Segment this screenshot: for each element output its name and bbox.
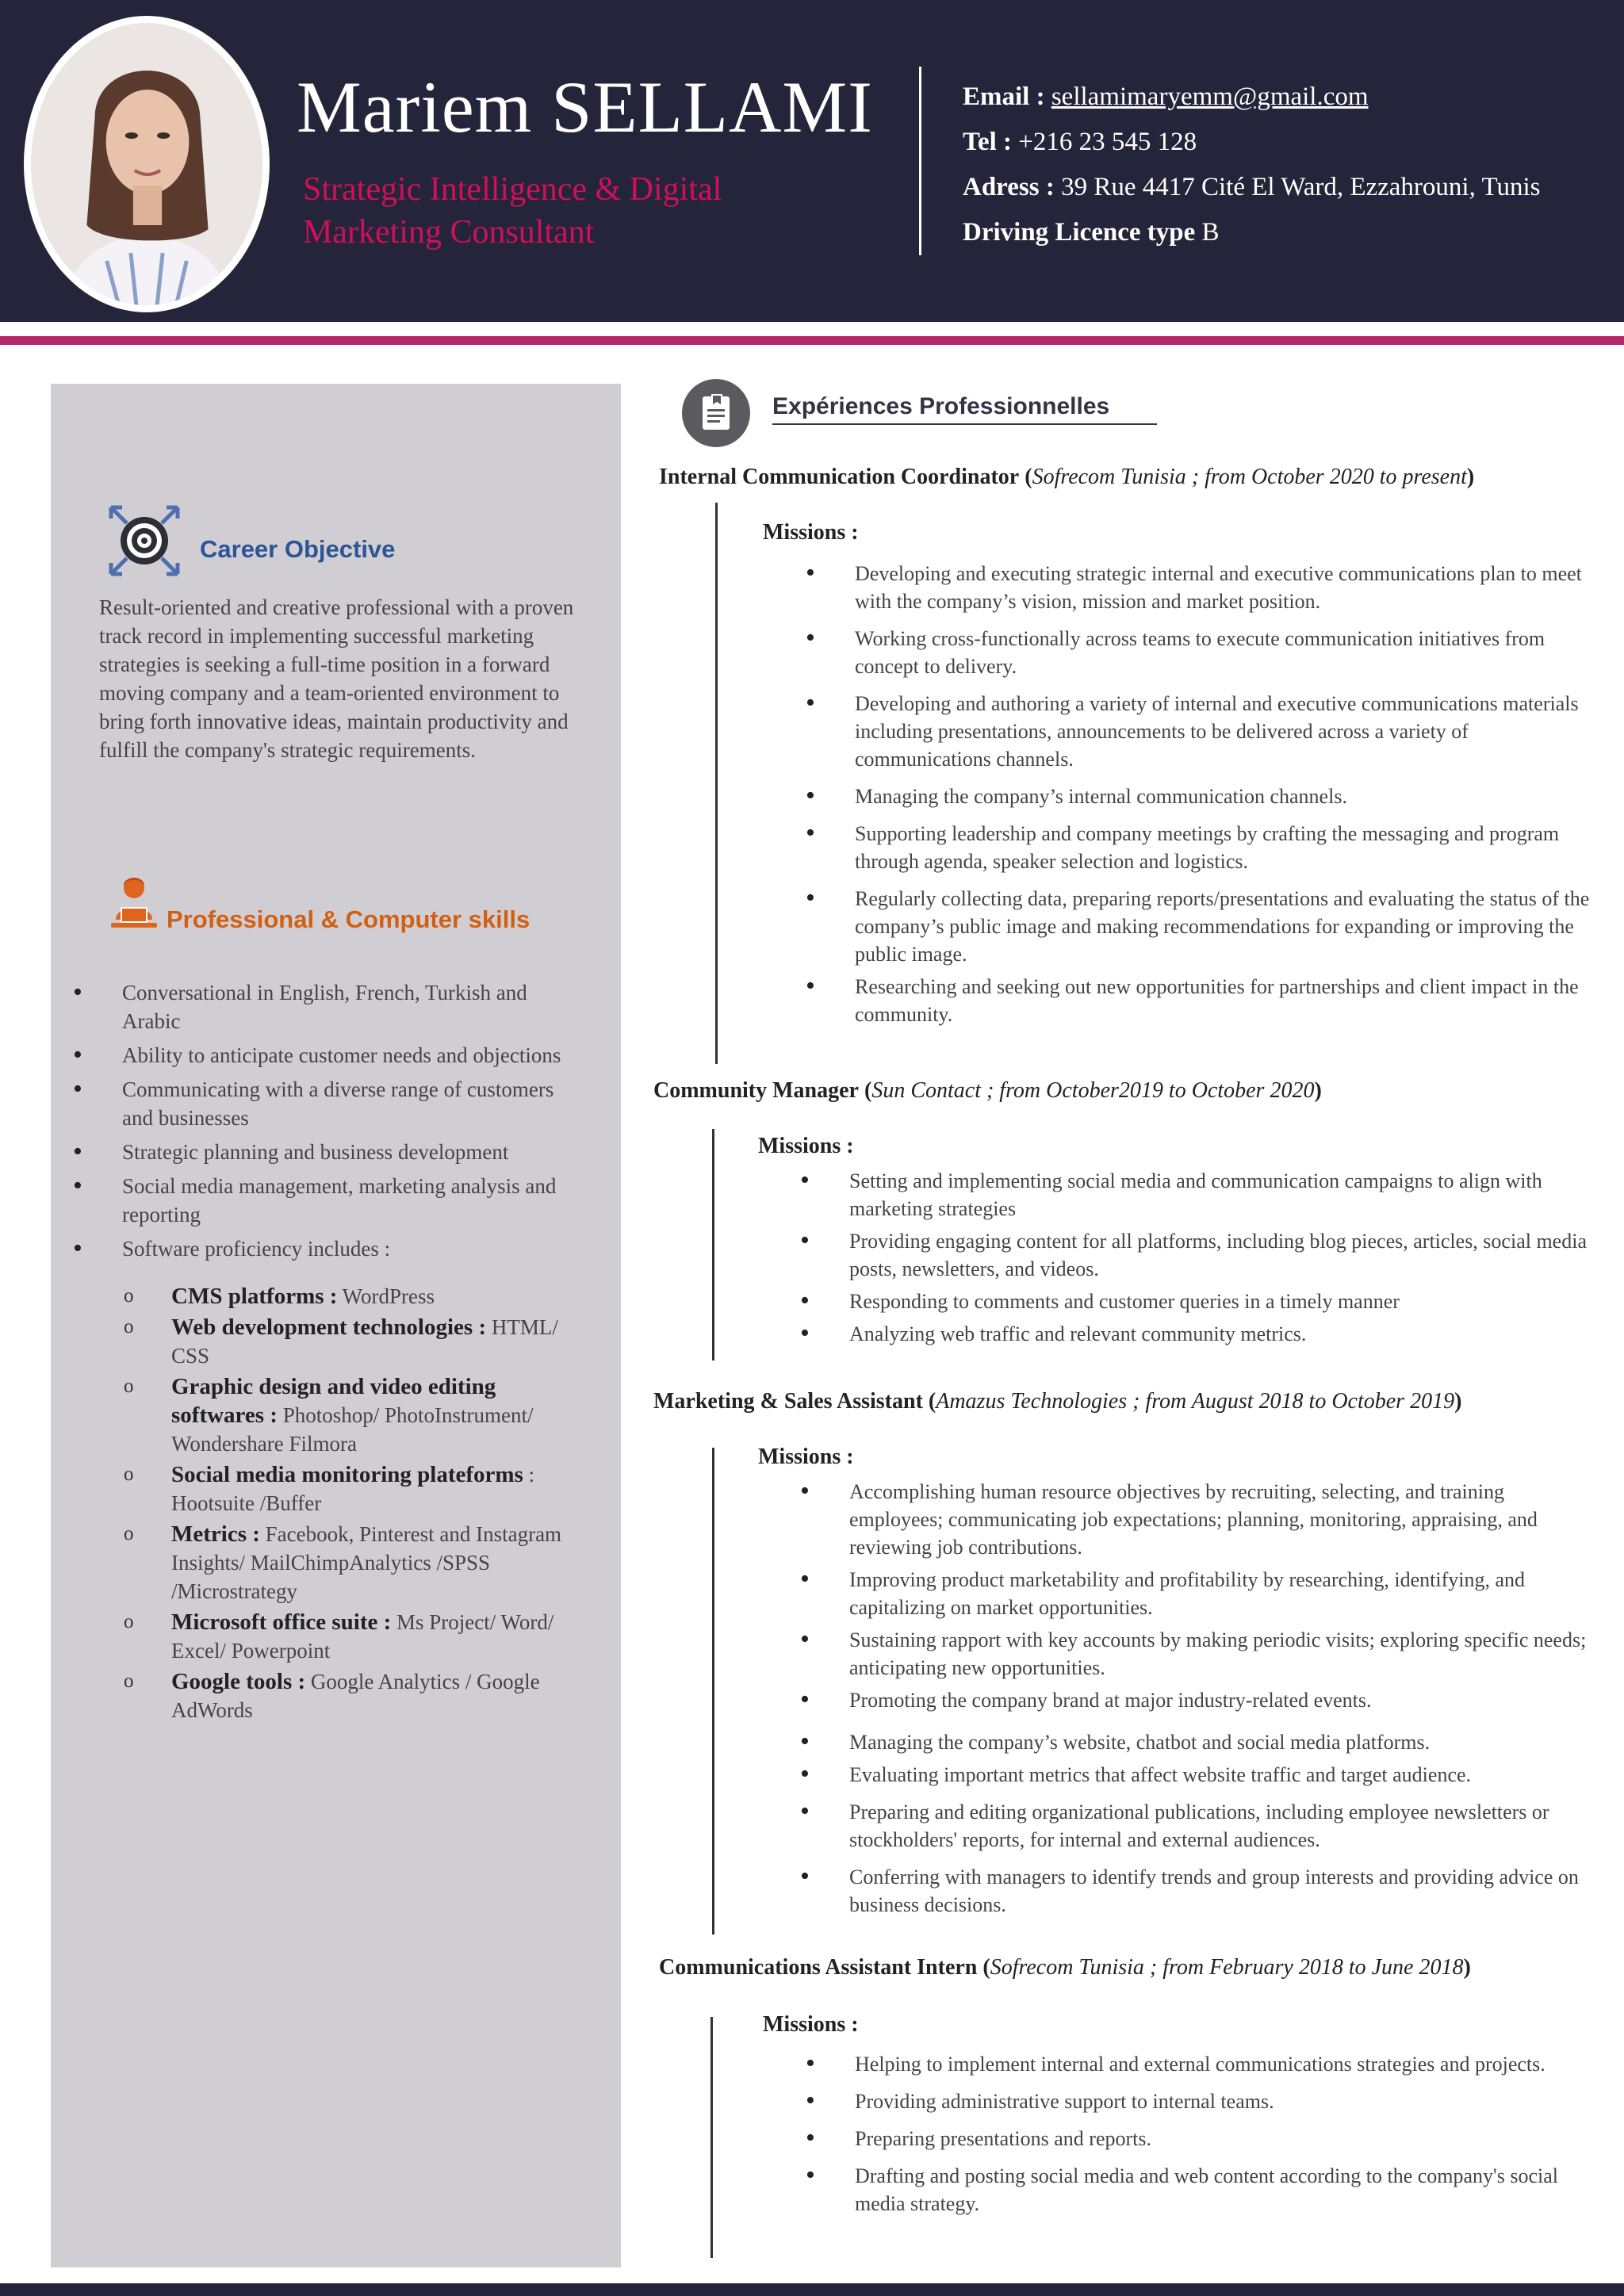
task-list-4 — [855, 2050, 1592, 2218]
document-icon — [680, 377, 752, 449]
list-item: • Developing and executing strategic internal and executive communications plan to meet with the company’s vision, mission and market position. — [855, 560, 1592, 615]
list-item: • Conversational in English, French, Turkish and Arabic — [73, 978, 588, 1035]
candidate-name: Mariem SELLAMI — [297, 67, 873, 147]
list-item: • Working cross-functionally across teams to execute communication initiatives from concept to delivery. — [855, 625, 1592, 680]
portrait-image — [31, 23, 262, 305]
header-accent-bar — [0, 336, 1624, 345]
list-item: • Managing the company’s internal communication channels. — [855, 783, 1592, 810]
task-list-2 — [849, 1167, 1591, 1348]
resume-header — [0, 0, 1624, 322]
timeline-line-2 — [712, 1129, 714, 1360]
contact-block — [963, 75, 1541, 255]
timeline-line-4 — [710, 2017, 713, 2258]
tel-value: +216 23 545 128 — [1018, 128, 1197, 156]
list-item: • Software proficiency includes : — [73, 1234, 588, 1263]
list-item: • Preparing presentations and reports. — [855, 2125, 1592, 2152]
licence-label: Driving Licence type — [963, 218, 1196, 247]
list-item: • Accomplishing human resource objectives by recruiting, selecting, and training employees; communicating job expectations; planning, monitoring, appraising, and reviewing job contributions. — [849, 1478, 1591, 1561]
list-item: o Web development technologies : HTML/ CSS — [73, 1313, 588, 1370]
career-objective-title: Career Objective — [200, 535, 396, 563]
skills-heading — [109, 872, 530, 936]
list-item: o CMS platforms : WordPress — [73, 1282, 588, 1311]
licence-row — [963, 210, 1541, 255]
address-label: Adress : — [963, 173, 1055, 201]
footer-bar — [0, 2283, 1624, 2296]
list-item: • Social media management, marketing analysis and reporting — [73, 1172, 588, 1229]
experience-heading — [680, 377, 1157, 449]
job-title-2: Community Manager (Sun Contact ; from October2019 to October 2020) — [653, 1078, 1322, 1103]
list-item: • Supporting leadership and company meetings by crafting the messaging and program through agenda, speaker selection and logistics. — [855, 820, 1592, 875]
list-item: • Regularly collecting data, preparing reports/presentations and evaluating the status of the company’s public image and making recommendations for expanding or improving the public image. — [855, 885, 1592, 968]
header-divider — [919, 67, 921, 255]
list-item: • Strategic planning and business development — [73, 1138, 588, 1166]
list-item: • Helping to implement internal and external communications strategies and projects. — [855, 2050, 1592, 2078]
task-list-1 — [855, 560, 1592, 1028]
list-item: • Analyzing web traffic and relevant community metrics. — [849, 1320, 1591, 1348]
career-objective-text: Result-oriented and creative professional with a proven track record in implementing successful marketing strategies is seeking a full-time position in a forward moving company and a team-oriented environment to bring forth innovative ideas, maintain productivity and fulfill the company's strategic requirements. — [99, 595, 574, 762]
job-title-4: Communications Assistant Intern (Sofrecom Tunisia ; from February 2018 to June 2018) — [659, 1955, 1471, 1980]
tel-label: Tel : — [963, 128, 1013, 156]
list-item: • Sustaining rapport with key accounts by making periodic visits; exploring specific needs; anticipating new opportunities. — [849, 1626, 1591, 1682]
career-objective-heading — [105, 503, 395, 579]
email-row — [963, 75, 1541, 120]
list-item: • Conferring with managers to identify trends and group interests and providing advice on business decisions. — [849, 1863, 1591, 1919]
list-item: • Drafting and posting social media and web content according to the company's social media strategy. — [855, 2162, 1592, 2218]
list-item: o Google tools : Google Analytics / Google AdWords — [73, 1667, 588, 1724]
list-item: • Providing administrative support to internal teams. — [855, 2087, 1592, 2115]
list-item: • Providing engaging content for all platforms, including blog pieces, articles, social media posts, newsletters, and videos. — [849, 1227, 1591, 1283]
list-item: • Developing and authoring a variety of internal and executive communications materials including presentations, announcements to be delivered across a variety of communications channels. — [855, 690, 1592, 773]
person-laptop-icon — [109, 872, 159, 936]
address-value: 39 Rue 4417 Cité El Ward, Ezzahrouni, Tunis — [1061, 173, 1541, 201]
list-item: o Social media monitoring plateforms : Hootsuite /Buffer — [73, 1460, 588, 1517]
missions-label-4: Missions : — [763, 2012, 859, 2037]
profile-photo — [24, 16, 270, 312]
target-icon — [105, 503, 184, 579]
tel-row — [963, 120, 1541, 165]
email-label: Email : — [963, 82, 1045, 111]
timeline-line-1 — [715, 503, 718, 1064]
missions-label-2: Missions : — [758, 1134, 854, 1158]
list-item: • Preparing and editing organizational publications, including employee newsletters or stockholders' reports, for internal and external audiences. — [849, 1798, 1591, 1854]
experience-title: Expériences Professionnelles — [772, 393, 1157, 425]
list-item: • Researching and seeking out new opportunities for partnerships and client impact in the community. — [855, 973, 1592, 1028]
list-item: o Graphic design and video editing softwares : Photoshop/ PhotoInstrument/ Wondershare Filmora — [73, 1372, 588, 1458]
software-list — [73, 1282, 588, 1724]
list-item: • Responding to comments and customer queries in a timely manner — [849, 1288, 1591, 1315]
job-title-1: Internal Communication Coordinator (Sofrecom Tunisia ; from October 2020 to present) — [659, 465, 1475, 489]
candidate-title: Strategic Intelligence & Digital Marketing Consultant — [303, 171, 722, 251]
task-list-3 — [849, 1478, 1591, 1919]
address-row — [963, 165, 1541, 210]
list-item: • Setting and implementing social media and communication campaigns to align with marketing strategies — [849, 1167, 1591, 1223]
list-item: • Communicating with a diverse range of customers and businesses — [73, 1075, 588, 1132]
list-item: • Managing the company’s website, chatbot and social media platforms. — [849, 1728, 1591, 1756]
list-item: • Ability to anticipate customer needs and objections — [73, 1041, 588, 1070]
list-item: • Improving product marketability and profitability by researching, identifying, and capitalizing on market opportunities. — [849, 1566, 1591, 1621]
job-title-3: Marketing & Sales Assistant (Amazus Technologies ; from August 2018 to October 2019) — [653, 1389, 1462, 1414]
missions-label-3: Missions : — [758, 1445, 854, 1469]
skills-title: Professional & Computer skills — [167, 905, 530, 933]
email-link[interactable]: sellamimaryemm@gmail.com — [1051, 82, 1369, 111]
list-item: • Evaluating important metrics that affect website traffic and target audience. — [849, 1761, 1591, 1789]
skills-list — [73, 978, 588, 1727]
list-item: o Microsoft office suite : Ms Project/ Word/ Excel/ Powerpoint — [73, 1608, 588, 1665]
list-item: o Metrics : Facebook, Pinterest and Instagram Insights/ MailChimpAnalytics /SPSS /Microstrategy — [73, 1520, 588, 1605]
missions-label-1: Missions : — [763, 520, 859, 545]
licence-value: B — [1201, 218, 1220, 247]
timeline-line-3 — [712, 1448, 714, 1934]
list-item: • Promoting the company brand at major industry-related events. — [849, 1686, 1591, 1714]
